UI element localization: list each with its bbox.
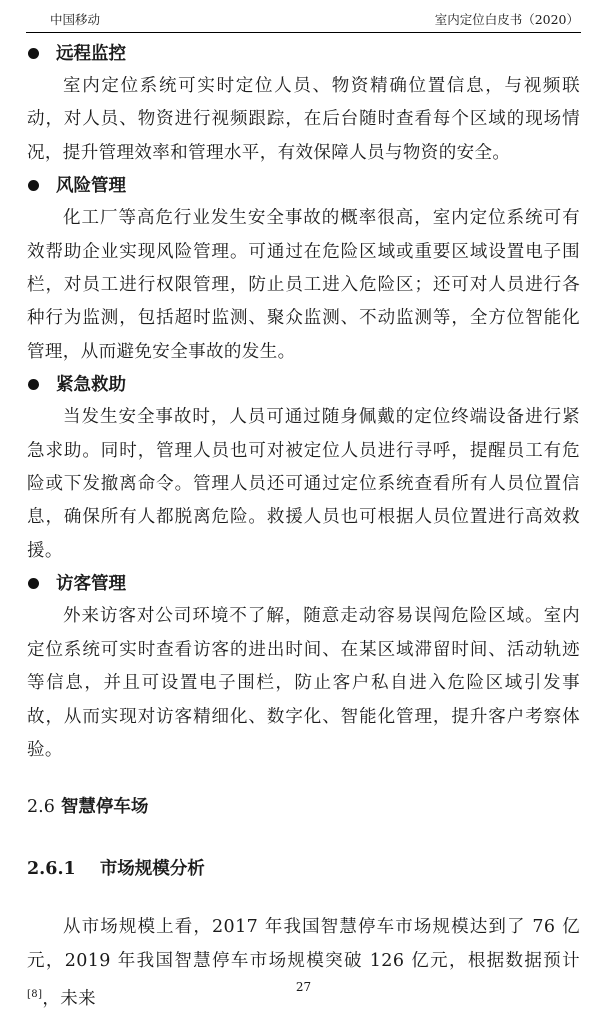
bullet-icon <box>28 578 39 589</box>
subsection-heading <box>0 853 607 885</box>
bullet-title: 紧急救助 <box>56 375 126 396</box>
section-heading <box>0 791 607 823</box>
page-header <box>26 0 581 33</box>
paragraph-text: 从市场规模上看，2017 年我国智慧停车市场规模达到了 76 亿元，2019 年我国智慧停车市场规模突破 126 亿元，根据数据预计 <box>27 917 580 971</box>
paragraph-text-tail: ，未来 <box>42 988 97 1009</box>
subsection-number: 2.6.1 <box>27 859 76 880</box>
bullet-heading <box>0 170 607 202</box>
bullet-heading <box>0 38 607 70</box>
header-left: 中国移动 <box>50 12 101 27</box>
bullet-title: 访客管理 <box>56 574 126 595</box>
bullet-heading <box>0 568 607 600</box>
section-title: 智慧停车场 <box>60 797 149 818</box>
bullet-title: 风险管理 <box>56 176 126 197</box>
page-content <box>0 38 607 1016</box>
paragraph <box>0 911 607 1016</box>
section-number: 2.6 <box>27 797 55 818</box>
citation-ref: [8] <box>27 989 43 1001</box>
header-right: 室内定位白皮书（2020） <box>434 12 579 27</box>
bullet-heading <box>0 369 607 401</box>
bullet-title: 远程监控 <box>56 44 126 64</box>
page-number: 27 <box>295 980 312 994</box>
bullet-icon <box>28 48 39 59</box>
bullet-icon <box>28 180 39 191</box>
paragraph: 外来访客对公司环境不了解，随意走动容易误闯危险区域。室内定位系统可实时查看访客的进出时间、在某区域滞留时间、活动轨迹等信息，并且可设置电子围栏，防止客户私自进入危险区域引发事故，从而实现对访客精细化、数字化、智能化管理，提升客户考察体验。 <box>27 606 580 760</box>
bullet-icon <box>28 379 39 390</box>
paragraph: 化工厂等高危行业发生安全事故的概率很高，室内定位系统可有效帮助企业实现风险管理。可通过在危险区域或重要区域设置电子围栏，对员工进行权限管理，防止员工进入危险区；还可对人员进行各种行为监测，包括超时监测、聚众监测、不动监测等，全方位智能化管理，从而避免安全事故的发生。 <box>27 208 580 362</box>
paragraph: 室内定位系统可实时定位人员、物资精确位置信息，与视频联动，对人员、物资进行视频跟踪，在后台随时查看每个区域的现场情况，提升管理效率和管理水平，有效保障人员与物资的安全。 <box>27 76 580 163</box>
subsection-title: 市场规模分析 <box>99 859 205 880</box>
paragraph: 当发生安全事故时，人员可通过随身佩戴的定位终端设备进行紧急求助。同时，管理人员也可对被定位人员进行寻呼，提醒员工有危险或下发撤离命令。管理人员还可通过定位系统查看所有人员位置信息，确保所有人都脱离危险。救援人员也可根据人员位置进行高效救援。 <box>27 407 580 561</box>
